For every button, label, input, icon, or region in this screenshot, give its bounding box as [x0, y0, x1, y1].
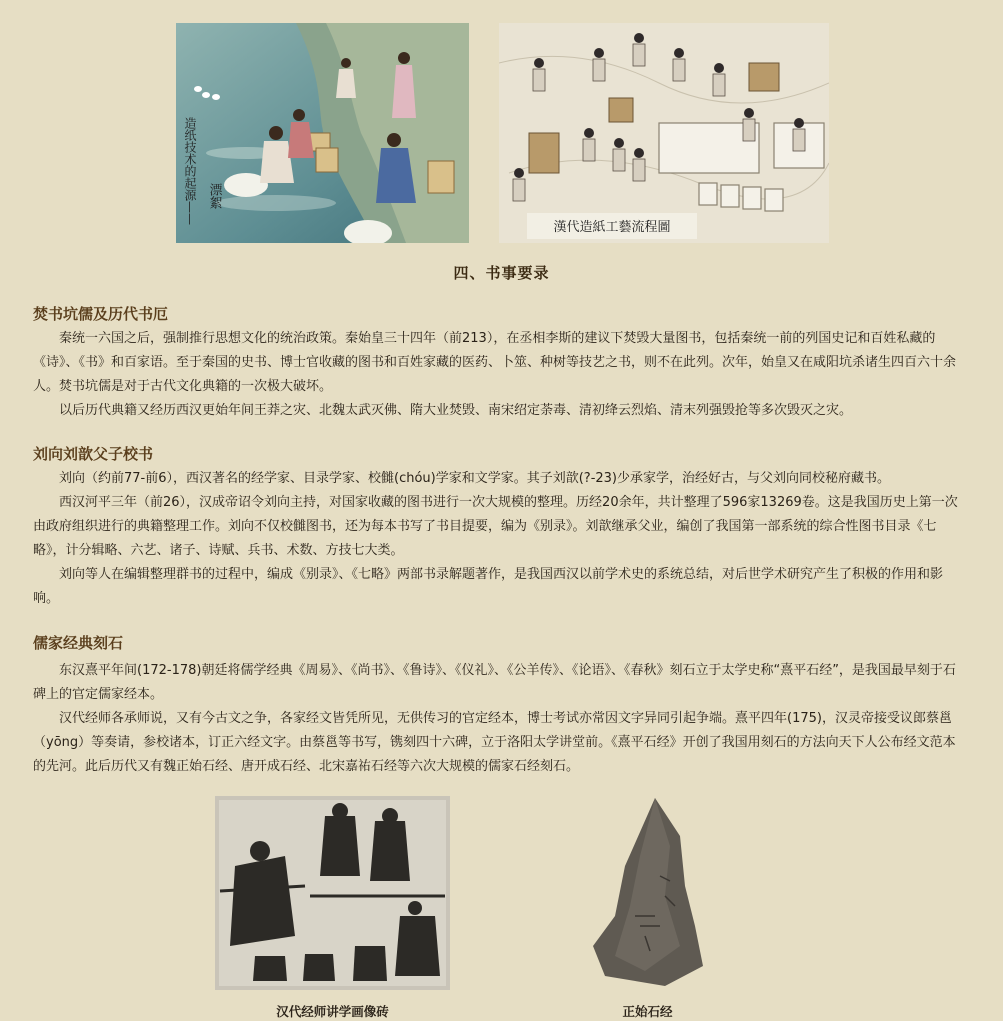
paragraph: 以后历代典籍又经历西汉更始年间王莽之灾、北魏太武灭佛、隋大业焚毁、南宋绍定荼毒、清初绛云烈焰、清末列强毁抢等多次毁灭之灾。 — [59, 403, 853, 418]
paragraph: 刘向（约前77-前6），西汉著名的经学家、目录学家、校雠(chóu)学家和文学家。其子刘歆(?-23)少承家学，治经好古，与父刘向同校秘府藏书。 — [59, 471, 891, 486]
han-lecture-brick-rubbing — [215, 796, 450, 990]
painting-caption: 造纸技术的起源—— — [183, 117, 197, 225]
heading-stone-classics: 儒家经典刻石 — [33, 634, 124, 652]
brick-caption: 汉代经师讲学画像砖 — [276, 1004, 389, 1019]
paragraph: 秦统一六国之后，强制推行思想文化的统治政策。秦始皇三十四年（前213），在丞相李斯的建议下焚毁大量图书，包括秦统一前的列国史记和百姓私藏的《诗》、《书》和百家语。至于秦国的史书、博士官收藏的图书和百姓家藏的医药、卜筮、种树等技艺之书，则不在此列。次年，始皇又在咸阳坑杀诸生四百六十余人。焚书坑儒是对于古代文化典籍的一次极大破坏。 — [33, 331, 957, 394]
painting-banner: 漢代造紙工藝流程圖 — [553, 220, 671, 235]
section-title: 四、书事要录 — [453, 264, 550, 282]
papermaking-process-painting — [499, 23, 829, 243]
zhengshi-stone-fragment — [585, 796, 710, 990]
paper-origin-painting — [176, 23, 469, 243]
heading-book-burning: 焚书坑儒及历代书厄 — [33, 305, 169, 323]
paragraph: 刘向等人在编辑整理群书的过程中，编成《别录》、《七略》两部书录解题著作，是我国西汉以前学术史的系统总结，对后世学术研究产生了积极的作用和影响。 — [33, 567, 944, 606]
paragraph: 东汉熹平年间(172-178)朝廷将儒学经典《周易》、《尚书》、《鲁诗》、《仪礼》、《公羊传》、《论语》、《春秋》刻石立于太学史称“熹平石经”，是我国最早刻于石碑上的官定儒家经本。 — [33, 663, 956, 702]
heading-liu-xiang: 刘向刘歆父子校书 — [33, 445, 154, 463]
paragraph: 汉代经师各承师说，又有今古文之争，各家经文皆凭所见，无供传习的官定经本，博士考试亦常因文字异同引起争端。熹平四年(175)，汉灵帝接受议郎蔡邕（yōng）等奏请，参校诸本，订正六经文字。由蔡邕等书写，镌刻四十六碑，立于洛阳太学讲堂前。《熹平石经》开创了我国用刻石的方法向天下人公布经文范本的先河。此后历代又有魏正始石经、唐开成石经、北宋嘉祐石经等六次大规模的儒家石经刻石。 — [33, 711, 956, 774]
stone-caption: 正始石经 — [622, 1004, 673, 1019]
paragraph: 西汉河平三年（前26），汉成帝诏令刘向主持，对国家收藏的图书进行一次大规模的整理。历经20余年，共计整理了596家13269卷。这是我国历史上第一次由政府组织进行的典籍整理工作。刘向不仅校雠图书，还为每本书写了书目提要，编为《别录》。刘歆继承父业，编创了我国第一部系统的综合性图书目录《七略》，计分辑略、六艺、诸子、诗赋、兵书、术数、方技七大类。 — [33, 495, 958, 558]
painting-stamp: 漂絮 — [206, 183, 222, 209]
